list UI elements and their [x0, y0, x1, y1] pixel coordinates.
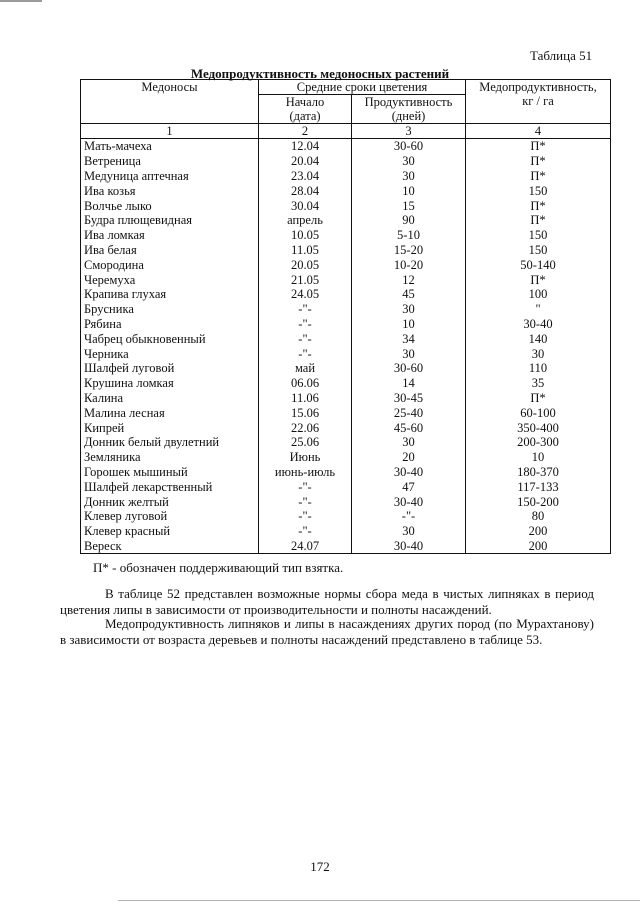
- table-row: [81, 302, 611, 317]
- plant-name-cell: Горошек мышиный: [81, 465, 259, 480]
- plant-name-cell: Смородина: [81, 257, 259, 272]
- duration-cell: 47: [352, 479, 466, 494]
- plant-name-cell: Крапива глухая: [81, 287, 259, 302]
- start-date-cell: -"-: [259, 509, 352, 524]
- start-date-cell: 28.04: [259, 183, 352, 198]
- honey-yield-cell: 180-370: [466, 465, 611, 480]
- duration-cell: 25-40: [352, 405, 466, 420]
- plant-name-cell: Земляника: [81, 450, 259, 465]
- duration-cell: 90: [352, 213, 466, 228]
- duration-cell: 30: [352, 169, 466, 184]
- header-productivity-line1: Медопродуктивность,: [479, 80, 597, 94]
- header-productivity: [466, 80, 611, 124]
- column-number: 4: [466, 124, 611, 139]
- duration-cell: 30: [352, 302, 466, 317]
- duration-cell: 30-60: [352, 139, 466, 154]
- honey-yield-cell: 35: [466, 376, 611, 391]
- honey-yield-cell: 117-133: [466, 479, 611, 494]
- start-date-cell: 06.06: [259, 376, 352, 391]
- plant-name-cell: Клевер луговой: [81, 509, 259, 524]
- header-start-line1: Начало: [285, 95, 325, 109]
- start-date-cell: май: [259, 361, 352, 376]
- plant-name-cell: Шалфей лекарственный: [81, 479, 259, 494]
- column-number: 1: [81, 124, 259, 139]
- honey-yield-cell: П*: [466, 139, 611, 154]
- table-row: [81, 376, 611, 391]
- honey-yield-cell: 80: [466, 509, 611, 524]
- table-row: [81, 317, 611, 332]
- table-row: [81, 465, 611, 480]
- column-number: 3: [352, 124, 466, 139]
- duration-cell: 5-10: [352, 228, 466, 243]
- paragraph: [60, 586, 594, 618]
- start-date-cell: 12.04: [259, 139, 352, 154]
- honey-yield-cell: ": [466, 302, 611, 317]
- duration-cell: 30-60: [352, 361, 466, 376]
- scan-edge-mark: [0, 0, 42, 2]
- duration-cell: 15: [352, 198, 466, 213]
- plant-name-cell: Волчье лыко: [81, 198, 259, 213]
- plant-name-cell: Малина лесная: [81, 405, 259, 420]
- plant-name-cell: Кипрей: [81, 420, 259, 435]
- start-date-cell: 22.06: [259, 420, 352, 435]
- honey-yield-cell: 150-200: [466, 494, 611, 509]
- table-row: [81, 435, 611, 450]
- table-row: [81, 139, 611, 154]
- duration-cell: 10: [352, 183, 466, 198]
- honey-yield-cell: 30-40: [466, 317, 611, 332]
- plant-name-cell: Медуница аптечная: [81, 169, 259, 184]
- honey-yield-cell: 350-400: [466, 420, 611, 435]
- duration-cell: -"-: [352, 509, 466, 524]
- start-date-cell: 24.05: [259, 287, 352, 302]
- plant-name-cell: Ива козья: [81, 183, 259, 198]
- plant-name-cell: Брусника: [81, 302, 259, 317]
- honey-yield-cell: 200: [466, 524, 611, 539]
- table-row: [81, 494, 611, 509]
- honey-yield-cell: П*: [466, 169, 611, 184]
- header-start: [259, 95, 352, 124]
- honey-yield-cell: П*: [466, 213, 611, 228]
- table-row: [81, 243, 611, 258]
- start-date-cell: 24.07: [259, 539, 352, 554]
- duration-cell: 14: [352, 376, 466, 391]
- start-date-cell: 15.06: [259, 405, 352, 420]
- paragraph-text: В таблице 52 представлен возможные нормы сбора меда в чистых липняках в период цветения липы в зависимости от производительности и полноты насаждений.: [60, 586, 594, 617]
- table-row: [81, 524, 611, 539]
- plant-name-cell: Шалфей луговой: [81, 361, 259, 376]
- plant-name-cell: Донник белый двулетний: [81, 435, 259, 450]
- table-row: [81, 405, 611, 420]
- table-row: [81, 272, 611, 287]
- honey-yield-cell: 150: [466, 183, 611, 198]
- plant-name-cell: Черемуха: [81, 272, 259, 287]
- duration-cell: 30-40: [352, 494, 466, 509]
- start-date-cell: Июнь: [259, 450, 352, 465]
- table-row: [81, 346, 611, 361]
- start-date-cell: 20.04: [259, 154, 352, 169]
- duration-cell: 30: [352, 154, 466, 169]
- plant-name-cell: Ива ломкая: [81, 228, 259, 243]
- duration-cell: 20: [352, 450, 466, 465]
- table-row: [81, 509, 611, 524]
- honey-yield-cell: 50-140: [466, 257, 611, 272]
- table-row: [81, 287, 611, 302]
- table-title: Медопродуктивность медоносных растений: [190, 66, 450, 81]
- start-date-cell: 30.04: [259, 198, 352, 213]
- header-duration-line2: (дней): [391, 109, 426, 123]
- plant-name-cell: Ветреница: [81, 154, 259, 169]
- honey-yield-cell: 60-100: [466, 405, 611, 420]
- table-row: [81, 154, 611, 169]
- duration-cell: 30-45: [352, 391, 466, 406]
- plant-name-cell: Донник желтый: [81, 494, 259, 509]
- plant-name-cell: Будра плющевидная: [81, 213, 259, 228]
- honey-yield-cell: 100: [466, 287, 611, 302]
- plant-name-cell: Вереск: [81, 539, 259, 554]
- start-date-cell: 11.06: [259, 391, 352, 406]
- duration-cell: 10-20: [352, 257, 466, 272]
- honey-yield-cell: 150: [466, 243, 611, 258]
- duration-cell: 30: [352, 524, 466, 539]
- paragraph-text: Медопродуктивность липняков и липы в насаждениях других пород (по Мурахтанову) в зависимости от возраста деревьев и полноты насаждений представлено в таблице 53.: [60, 616, 594, 647]
- header-duration-line1: Продуктивность: [364, 95, 453, 109]
- plant-name-cell: Крушина ломкая: [81, 376, 259, 391]
- header-plants: Медоносы: [81, 80, 259, 124]
- duration-cell: 12: [352, 272, 466, 287]
- plant-name-cell: Рябина: [81, 317, 259, 332]
- start-date-cell: 23.04: [259, 169, 352, 184]
- duration-cell: 34: [352, 331, 466, 346]
- table-row: [81, 479, 611, 494]
- header-start-line2: (дата): [289, 109, 321, 123]
- table-row: [81, 213, 611, 228]
- scan-edge-mark: [118, 900, 640, 901]
- plant-name-cell: Мать-мачеха: [81, 139, 259, 154]
- plant-name-cell: Калина: [81, 391, 259, 406]
- header-flowering: Средние сроки цветения: [259, 80, 466, 95]
- honey-yield-cell: 140: [466, 331, 611, 346]
- start-date-cell: -"-: [259, 524, 352, 539]
- honey-yield-cell: П*: [466, 198, 611, 213]
- page-number: 172: [310, 859, 330, 874]
- table-row: [81, 450, 611, 465]
- table-row: [81, 198, 611, 213]
- honey-yield-cell: 10: [466, 450, 611, 465]
- honey-yield-cell: 200-300: [466, 435, 611, 450]
- duration-cell: 15-20: [352, 243, 466, 258]
- start-date-cell: -"-: [259, 331, 352, 346]
- column-number: 2: [259, 124, 352, 139]
- start-date-cell: июнь-июль: [259, 465, 352, 480]
- plant-name-cell: Клевер красный: [81, 524, 259, 539]
- honey-yield-cell: П*: [466, 272, 611, 287]
- duration-cell: 30: [352, 435, 466, 450]
- start-date-cell: апрель: [259, 213, 352, 228]
- paragraph: [60, 616, 594, 648]
- honey-yield-cell: 200: [466, 539, 611, 554]
- table-number: Таблица 51: [530, 48, 593, 63]
- start-date-cell: 21.05: [259, 272, 352, 287]
- table-row: [81, 169, 611, 184]
- honey-yield-cell: П*: [466, 154, 611, 169]
- duration-cell: 30-40: [352, 539, 466, 554]
- table-body: [81, 139, 611, 554]
- start-date-cell: 11.05: [259, 243, 352, 258]
- duration-cell: 45: [352, 287, 466, 302]
- header-duration: [352, 95, 466, 124]
- plant-name-cell: Ива белая: [81, 243, 259, 258]
- honey-yield-cell: П*: [466, 391, 611, 406]
- honey-yield-cell: 30: [466, 346, 611, 361]
- start-date-cell: 20.05: [259, 257, 352, 272]
- start-date-cell: -"-: [259, 494, 352, 509]
- table-row: [81, 183, 611, 198]
- plant-name-cell: Чабрец обыкновенный: [81, 331, 259, 346]
- table-row: [81, 228, 611, 243]
- table-row: [81, 257, 611, 272]
- header-productivity-line2: кг / га: [522, 94, 554, 108]
- table-row: [81, 361, 611, 376]
- honey-plants-table: [80, 79, 611, 554]
- duration-cell: 30-40: [352, 465, 466, 480]
- table-row: [81, 420, 611, 435]
- duration-cell: 10: [352, 317, 466, 332]
- table-row: [81, 391, 611, 406]
- start-date-cell: -"-: [259, 346, 352, 361]
- start-date-cell: -"-: [259, 317, 352, 332]
- plant-name-cell: Черника: [81, 346, 259, 361]
- footnote: П* - обозначен поддерживающий тип взятка.: [93, 560, 344, 575]
- honey-yield-cell: 150: [466, 228, 611, 243]
- honey-yield-cell: 110: [466, 361, 611, 376]
- table-row: [81, 539, 611, 554]
- duration-cell: 30: [352, 346, 466, 361]
- start-date-cell: -"-: [259, 479, 352, 494]
- start-date-cell: -"-: [259, 302, 352, 317]
- table-row: [81, 331, 611, 346]
- start-date-cell: 10.05: [259, 228, 352, 243]
- duration-cell: 45-60: [352, 420, 466, 435]
- start-date-cell: 25.06: [259, 435, 352, 450]
